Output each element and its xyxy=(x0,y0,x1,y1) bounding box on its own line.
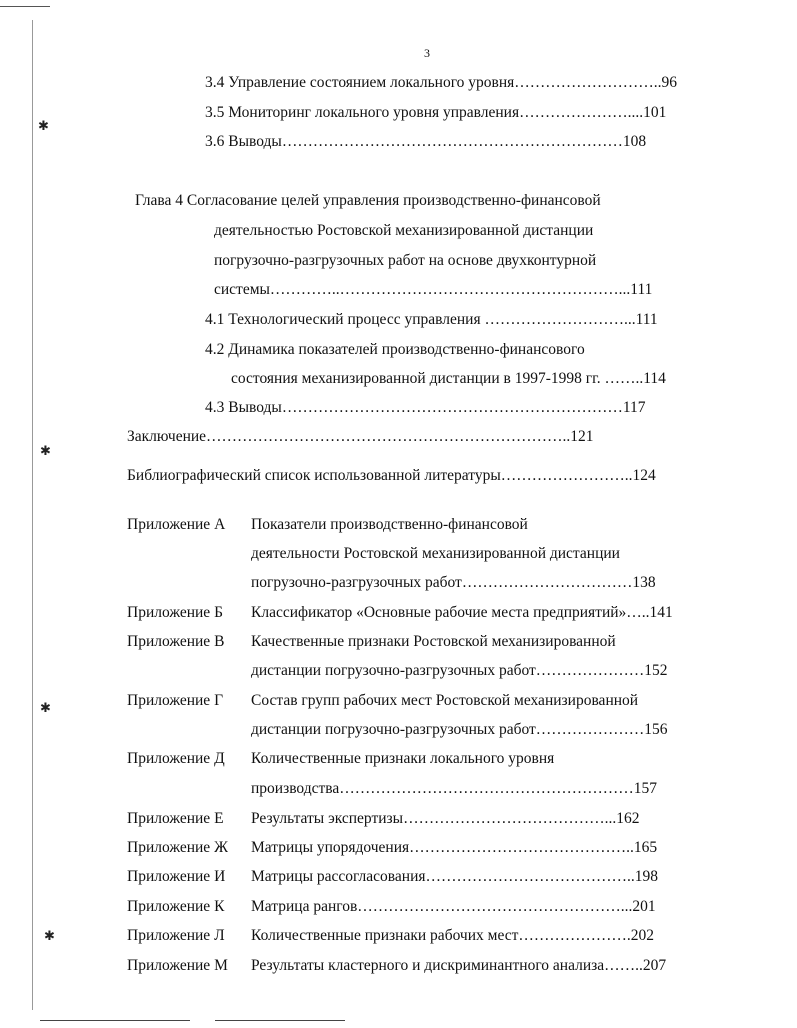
toc-appendix-g-line-2: дистанции погрузочно-разгрузочных работ…………………156 xyxy=(251,721,668,738)
toc-appendix-m-line-1: Результаты кластерного и дискриминантного анализа……..207 xyxy=(251,957,667,974)
toc-appendix-e-label: Приложение Е xyxy=(127,810,224,827)
scan-edge-left xyxy=(32,20,33,1010)
toc-appendix-i-label: Приложение И xyxy=(127,868,226,885)
scan-mark-2: ✱ xyxy=(40,443,51,458)
toc-appendix-a-line-2: деятельности Ростовской механизированной дистанции xyxy=(251,545,620,562)
toc-appendix-a-label: Приложение А xyxy=(127,516,226,533)
scan-edge-bottom-1 xyxy=(40,1020,190,1021)
toc-appendix-a-line-3: погрузочно-разгрузочных работ……………………………138 xyxy=(251,574,656,591)
toc-appendix-v-line-1: Качественные признаки Ростовской механизированной xyxy=(251,633,616,650)
toc-appendix-v-line-2: дистанции погрузочно-разгрузочных работ…………………152 xyxy=(251,662,668,679)
toc-entry-3-5: 3.5 Мониторинг локального уровня управления…………………....101 xyxy=(205,104,667,121)
toc-entry-4-2-line-1: 4.2 Динамика показателей производственно-финансового xyxy=(205,341,585,358)
toc-appendix-zh-line-1: Матрицы упорядочения……………………………………..165 xyxy=(251,839,658,856)
toc-entry-4-1: 4.1 Технологический процесс управления ………………………...111 xyxy=(205,311,658,328)
toc-appendix-b-label: Приложение Б xyxy=(127,604,223,621)
toc-appendix-k-line-1: Матрица рангов……………………………………………...201 xyxy=(251,898,656,915)
toc-appendix-d-line-1: Количественные признаки локального уровня xyxy=(251,750,555,767)
toc-appendix-i-line-1: Матрицы рассогласования…………………………………..198 xyxy=(251,868,659,885)
toc-entry-4-3: 4.3 Выводы…………………………………………………………117 xyxy=(205,399,646,416)
toc-appendix-zh-label: Приложение Ж xyxy=(127,839,228,856)
toc-appendix-e-line-1: Результаты экспертизы…………………………………...162 xyxy=(251,810,640,827)
toc-chapter-4-line-3: погрузочно-разгрузочных работ на основе двухконтурной xyxy=(214,252,597,269)
toc-appendix-l-label: Приложение Л xyxy=(127,927,225,944)
toc-appendix-d-label: Приложение Д xyxy=(127,750,225,767)
toc-chapter-4-line-2: деятельностью Ростовской механизированной дистанции xyxy=(214,222,594,239)
toc-appendix-k-label: Приложение К xyxy=(127,898,225,915)
toc-entry-3-4: 3.4 Управление состоянием локального уровня………………………..96 xyxy=(205,74,678,91)
toc-appendix-a-line-1: Показатели производственно-финансовой xyxy=(251,516,528,533)
page-number: 3 xyxy=(424,46,430,60)
toc-appendix-g-line-1: Состав групп рабочих мест Ростовской механизированной xyxy=(251,692,639,709)
scan-edge-top xyxy=(0,6,50,7)
toc-appendix-m-label: Приложение М xyxy=(127,957,228,974)
toc-appendix-b-line-1: Классификатор «Основные рабочие места предприятий»…..141 xyxy=(251,604,673,621)
toc-bibliography: Библиографический список использованной литературы……………………..124 xyxy=(127,467,656,484)
toc-appendix-l-line-1: Количественные признаки рабочих мест………………….202 xyxy=(251,927,654,944)
toc-entry-4-2-line-2: состояния механизированной дистанции в 1997-1998 гг. ……..114 xyxy=(231,370,666,387)
toc-appendix-v-label: Приложение В xyxy=(127,633,225,650)
scan-mark-1: ✱ xyxy=(38,118,49,133)
toc-chapter-4-line-1: Глава 4 Согласование целей управления производственно-финансовой xyxy=(135,192,601,209)
toc-appendix-g-label: Приложение Г xyxy=(127,692,224,709)
toc-conclusion: Заключение……………………………………………………………..121 xyxy=(127,428,594,445)
toc-appendix-d-line-2: производства…………………………………………………157 xyxy=(251,780,658,797)
scan-mark-4: ✱ xyxy=(44,928,55,943)
toc-chapter-4-line-4: системы…………..………………………………………………...111 xyxy=(214,281,653,298)
scan-edge-bottom-2 xyxy=(215,1020,345,1021)
toc-entry-3-6: 3.6 Выводы…………………………………………………………108 xyxy=(205,133,647,150)
scan-mark-3: ✱ xyxy=(40,700,51,715)
